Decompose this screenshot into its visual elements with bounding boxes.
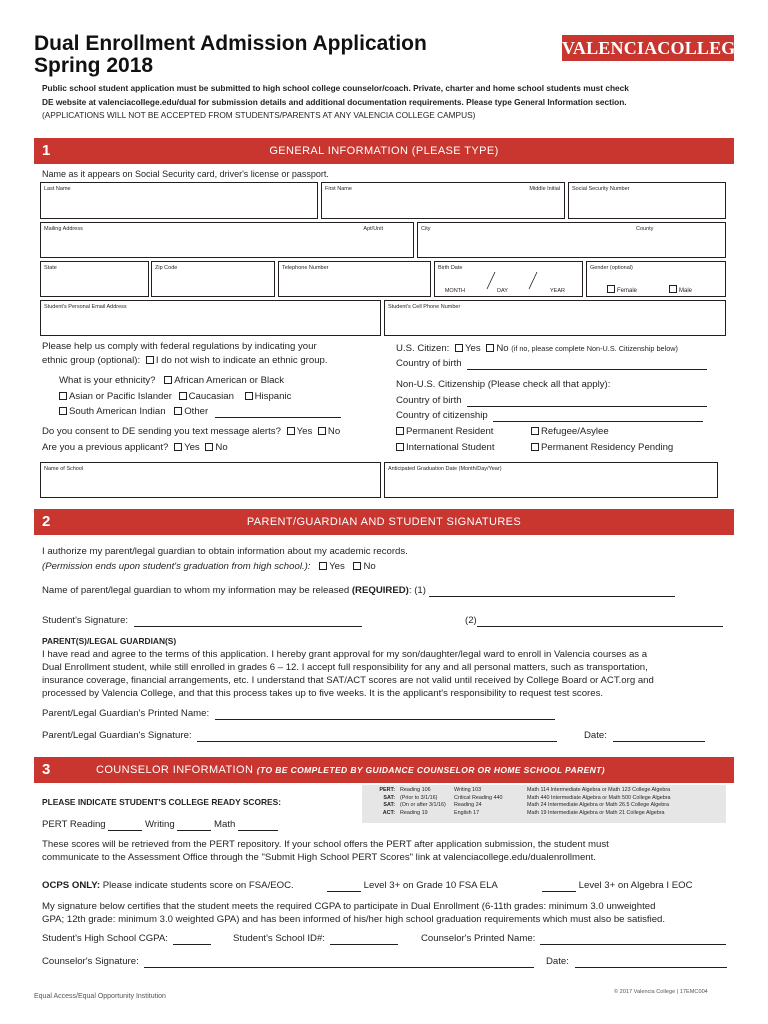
text-consent-no-checkbox[interactable]	[318, 427, 326, 435]
school-name-field[interactable]: Name of School	[40, 462, 381, 498]
permanent-resident-checkbox[interactable]	[396, 427, 404, 435]
counselor-name-row: Counselor's Printed Name:	[421, 932, 726, 945]
authorize-text: I authorize my parent/legal guardian to obtain information about my academic records.	[42, 546, 408, 557]
ethnicity-row-1: What is your ethnicity? African American or Black	[59, 375, 285, 386]
ethnicity-row-2: Asian or Pacific Islander Caucasian Hispanic	[59, 390, 291, 403]
zip-field[interactable]: Zip Code	[151, 261, 275, 297]
cell-phone-field[interactable]: Student's Cell Phone Number	[384, 300, 726, 336]
score-cell: Math 114 Intermediate Algebra or Math 123 College Algebra	[527, 787, 671, 793]
pert-math-line[interactable]	[238, 821, 278, 831]
release-name-1-line[interactable]	[429, 587, 675, 597]
counselor-signature-row: Counselor's Signature:	[42, 955, 534, 968]
score-cell: ACT:	[382, 810, 395, 817]
consent-paragraph: I have read and agree to the terms of this application. I hereby grant approval for my son/daughter/legal ward to enroll in Valencia courses as a Dual Enrollment student, while still enrolled in grades 6 – 12. I accept full responsibility for any and all personal matters, such as transportation, insurance coverage, financial arrangements, etc. I understand that SAT/ACT scores are not valid until received by College Board or ACT.org and processed by Valencia College, and that this process takes up to five weeks. It is the applicant's responsibility to request test scores.	[42, 649, 654, 699]
score-cell: PERT:	[379, 787, 395, 793]
city-field[interactable]: City County	[417, 222, 726, 258]
text-consent-yes-checkbox[interactable]	[287, 427, 295, 435]
score-cell: Reading 24	[454, 802, 482, 809]
score-cell: (Prior to 3/1/16)	[400, 794, 438, 801]
score-cell: English 17	[454, 810, 480, 817]
male-checkbox[interactable]	[669, 285, 677, 293]
score-requirements-table	[362, 785, 726, 823]
gender-field: Gender (optional) Female Male	[586, 261, 726, 297]
last-name-field[interactable]: Last Name	[40, 182, 318, 219]
section-2-header	[34, 509, 734, 535]
section-number: 1	[42, 142, 51, 159]
score-cell: (On or after 3/1/16)	[400, 802, 446, 809]
previous-yes-checkbox[interactable]	[174, 443, 182, 451]
score-row	[366, 802, 722, 810]
parents-heading: PARENT(S)/LEGAL GUARDIAN(S)	[42, 636, 177, 646]
release-name-row: Name of parent/legal guardian to whom my information may be released (REQUIRED): (1)	[42, 584, 675, 597]
non-us-heading: Non-U.S. Citizenship (Please check all that apply):	[396, 379, 611, 390]
score-row	[366, 787, 722, 795]
previous-no-checkbox[interactable]	[205, 443, 213, 451]
ethnic-group-row: ethnic group (optional): I do not wish to indicate an ethnic group.	[42, 355, 328, 366]
international-option[interactable]: International Student	[396, 441, 495, 454]
section-3-header	[34, 757, 734, 783]
cgpa-certification: My signature below certifies that the student meets the required CGPA to participate in Dual Enrollment (6-11th grades: minimum 3.0 unweighted GPA; 12th grade: minimum 3.0 weighted GPA) and has been informed of his/her high school graduation requirements which must also be satisfied.	[42, 901, 666, 925]
score-cell: Math 19 Intermediate Algebra or Math 21 College Algebra	[527, 810, 665, 817]
score-cell: Math 440 Intermediate Algebra or Math 500 College Algebra	[527, 794, 671, 801]
birth-date-field[interactable]: Birth Date MONTH DAY YEAR	[434, 261, 583, 297]
score-row	[366, 795, 722, 803]
permission-no-checkbox[interactable]	[353, 562, 361, 570]
guardian-signature-line[interactable]	[197, 732, 557, 742]
counselor-signature-line[interactable]	[144, 958, 534, 968]
country-of-birth-line-2[interactable]	[467, 397, 707, 407]
citizen-yes-checkbox[interactable]	[455, 344, 463, 352]
student-signature-line[interactable]	[134, 617, 362, 627]
permission-yes-checkbox[interactable]	[319, 562, 327, 570]
telephone-field[interactable]: Telephone Number	[278, 261, 431, 297]
name-note: Name as it appears on Social Security card, driver's license or passport.	[42, 169, 329, 179]
school-id-row: Student's School ID#:	[233, 932, 398, 945]
page-title: Dual Enrollment Admission Application Spring 2018	[34, 32, 427, 77]
section-number: 3	[42, 761, 51, 778]
counselor-date-line[interactable]	[575, 958, 727, 968]
student-signature-row: Student's Signature:	[42, 614, 362, 627]
ethnic-opt-out-checkbox[interactable]	[146, 356, 154, 364]
score-cell: Math 24 Intermediate Algebra or Math 26.5 College Algebra	[527, 802, 670, 809]
intro-line-3: (APPLICATIONS WILL NOT BE ACCEPTED FROM STUDENTS/PARENTS AT ANY VALENCIA COLLEGE CAMPUS)	[42, 110, 476, 120]
citizen-no-checkbox[interactable]	[486, 344, 494, 352]
cgpa-row: Student's High School CGPA:	[42, 932, 211, 945]
ssn-field[interactable]: Social Security Number	[568, 182, 726, 219]
country-of-citizenship-row: Country of citizenship	[396, 409, 703, 422]
pert-reading-line[interactable]	[108, 821, 142, 831]
previous-applicant-row: Are you a previous applicant? Yes No	[42, 442, 228, 453]
graduation-date-field[interactable]: Anticipated Graduation Date (Month/Day/Year)	[384, 462, 718, 498]
female-checkbox[interactable]	[607, 285, 615, 293]
pert-scores-row: PERT Reading Writing Math	[42, 818, 278, 831]
guardian-signature-row: Parent/Legal Guardian's Signature:	[42, 729, 557, 742]
permission-row: (Permission ends upon student's graduation from high school.): Yes No	[42, 561, 376, 572]
african-american-checkbox[interactable]	[164, 376, 172, 384]
south-american-checkbox[interactable]	[59, 407, 67, 415]
section-title: GENERAL INFORMATION (PLEASE TYPE)	[269, 145, 499, 157]
asian-checkbox[interactable]	[59, 392, 67, 400]
release-name-2-line[interactable]	[477, 617, 723, 627]
state-field[interactable]: State	[40, 261, 149, 297]
us-citizen-row: U.S. Citizen: Yes No (if no, please complete Non-U.S. Citizenship below)	[396, 343, 678, 354]
refugee-option[interactable]: Refugee/Asylee	[531, 425, 609, 438]
country-of-birth-line-1[interactable]	[467, 360, 707, 370]
guardian-printed-name-row: Parent/Legal Guardian's Printed Name:	[42, 707, 555, 720]
score-cell: Writing 103	[454, 787, 482, 793]
algebra-eoc-row: Level 3+ on Algebra I EOC	[542, 879, 693, 892]
valencia-college-logo: VALENCIACOLLEGE	[562, 35, 734, 61]
score-cell: Critical Reading 440	[454, 794, 503, 801]
country-of-birth-row-1: Country of birth	[396, 357, 707, 370]
first-name-field[interactable]: First Name Middle Initial	[321, 182, 565, 219]
residency-pending-option[interactable]: Permanent Residency Pending	[531, 441, 673, 454]
country-of-birth-row-2: Country of birth	[396, 394, 707, 407]
counselor-name-line[interactable]	[540, 935, 726, 945]
male-option[interactable]: Male	[669, 279, 692, 297]
intro-line-1: Public school student application must be submitted to high school college counselor/coach. Private, charter and home school students must check	[42, 83, 629, 93]
footer-equal-access: Equal Access/Equal Opportunity Institution	[34, 993, 166, 1000]
email-field[interactable]: Student's Personal Email Address	[40, 300, 381, 336]
section-number: 2	[42, 513, 51, 530]
international-checkbox[interactable]	[396, 443, 404, 451]
pert-retrieval-note: These scores will be retrieved from the PERT repository. If your school offers the PERT after application submission, the student must communicate to the Assessment Office through the "Submit High School PERT Scores" link at valenciacollege.edu/dualenrollment.	[42, 839, 609, 863]
guardian-printed-name-line[interactable]	[215, 710, 555, 720]
score-cell: SAT:	[383, 802, 395, 809]
ready-scores-heading: PLEASE INDICATE STUDENT'S COLLEGE READY SCORES:	[42, 797, 281, 807]
guardian-date-line[interactable]	[613, 732, 705, 742]
permanent-resident-option[interactable]: Permanent Resident	[396, 425, 493, 438]
guardian-date-row: Date:	[584, 729, 705, 742]
section-title: PARENT/GUARDIAN AND STUDENT SIGNATURES	[246, 516, 522, 528]
hispanic-checkbox[interactable]	[245, 392, 253, 400]
score-row	[366, 810, 722, 818]
text-consent-row: Do you consent to DE sending you text message alerts? Yes No	[42, 426, 341, 437]
section-1-header	[34, 138, 734, 164]
footer-copyright: © 2017 Valencia College | 17EMC004	[614, 989, 708, 995]
female-option[interactable]: Female	[607, 279, 637, 297]
ethnicity-row-3: South American Indian Other	[59, 405, 341, 418]
school-id-line[interactable]	[330, 935, 398, 945]
ethnic-intro: Please help us comply with federal regulations by indicating your	[42, 341, 317, 352]
score-cell: SAT:	[383, 794, 395, 801]
ocps-row: OCPS ONLY: Please indicate students score on FSA/EOC.	[42, 880, 294, 891]
score-cell: Reading 106	[400, 787, 431, 793]
residency-pending-checkbox[interactable]	[531, 443, 539, 451]
other-checkbox[interactable]	[174, 407, 182, 415]
counselor-date-row: Date:	[546, 955, 727, 968]
algebra-eoc-line[interactable]	[542, 882, 576, 892]
fsa-ela-row: Level 3+ on Grade 10 FSA ELA	[327, 879, 498, 892]
intro-line-2: DE website at valenciacollege.edu/dual for submission details and additional documentation requirements. Please type General Information section.	[42, 97, 627, 107]
mailing-address-field[interactable]: Mailing Address Apt/Unit	[40, 222, 414, 258]
country-of-citizenship-line[interactable]	[493, 412, 703, 422]
section-title: COUNSELOR INFORMATION (TO BE COMPLETED BY GUIDANCE COUNSELOR OR HOME SCHOOL PARENT)	[96, 764, 606, 776]
caucasian-checkbox[interactable]	[179, 392, 187, 400]
fsa-ela-line[interactable]	[327, 882, 361, 892]
other-ethnicity-line[interactable]	[215, 408, 341, 418]
cgpa-line[interactable]	[173, 935, 211, 945]
release-2-row: (2)	[465, 614, 723, 627]
score-cell: Reading 19	[400, 810, 428, 817]
pert-writing-line[interactable]	[177, 821, 211, 831]
refugee-checkbox[interactable]	[531, 427, 539, 435]
